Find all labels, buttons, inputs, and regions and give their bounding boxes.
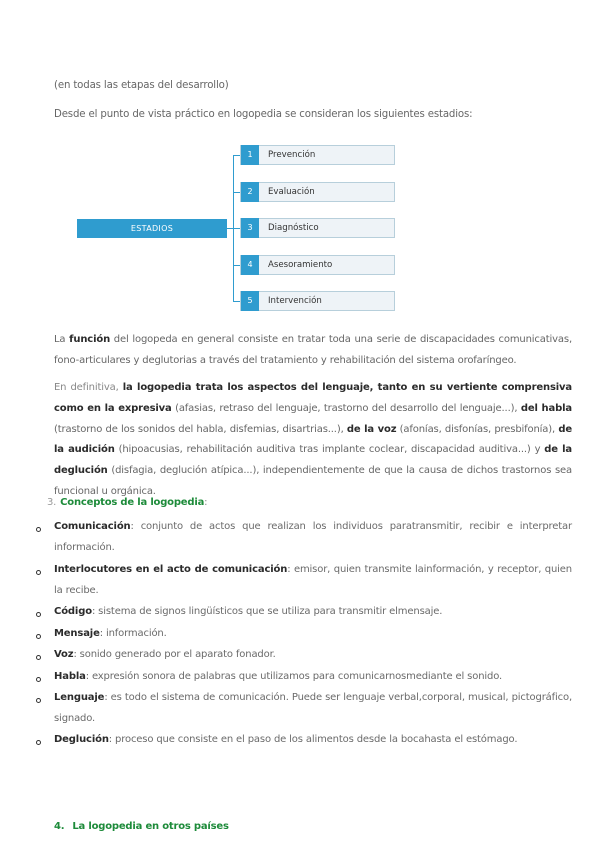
- text-run: La: [54, 334, 70, 345]
- intro-line: (en todas las etapas del desarrollo): [54, 80, 229, 91]
- concept-definition: : expresión sonora de palabras que utilizamos para comunicarnosmediante el sonido.: [85, 671, 503, 682]
- list-item: [54, 730, 572, 751]
- stage-number: 3: [241, 218, 259, 238]
- section-colon: :: [204, 497, 208, 508]
- bullet-icon: [36, 527, 41, 532]
- bullet-icon: [36, 612, 41, 617]
- list-item: [54, 560, 572, 601]
- section-number: 3.: [47, 497, 57, 508]
- bullet-icon: [36, 655, 41, 660]
- concept-term: Código: [54, 606, 92, 617]
- stage-number: 4: [241, 255, 259, 275]
- list-item: [54, 667, 572, 688]
- stage-box: [240, 182, 395, 202]
- concept-definition: : proceso que consiste en el paso de los alimentos desde la bocahasta el estómago.: [108, 734, 518, 745]
- bullet-icon: [36, 570, 41, 575]
- bullet-icon: [36, 740, 41, 745]
- connector-branch-4: [233, 265, 240, 266]
- stage-label: Intervención: [268, 296, 322, 306]
- concept-term: Mensaje: [54, 628, 100, 639]
- text-run: (afonías, disfonías, presbifonía),: [396, 423, 559, 435]
- connector-branch-1: [233, 155, 240, 156]
- concept-term: Comunicación: [54, 521, 131, 532]
- list-item: [54, 624, 572, 645]
- concept-term: Voz: [54, 649, 74, 660]
- concept-definition: : emisor, quien transmite lainformación, y receptor, quien la recibe.: [54, 564, 572, 596]
- bold-term: de la voz: [346, 423, 397, 435]
- text-run: (trastorno de los sonidos del habla, disfemias, disartrias...),: [54, 423, 347, 435]
- bold-term: la logopedia trata los aspectos del lenguaje, tanto en su vertiente comprensiva como en la expresiva: [54, 382, 572, 414]
- list-item: [54, 645, 572, 666]
- concept-definition: : sonido generado por el aparato fonador.: [73, 649, 276, 660]
- concept-term: Lenguaje: [54, 692, 105, 703]
- section-title: Conceptos de la logopedia: [60, 497, 205, 508]
- stage-label: Evaluación: [268, 187, 315, 197]
- text-run: (hipoacusias, rehabilitación auditiva tras implante coclear, discapacidad auditiva...) y: [114, 444, 545, 456]
- concept-definition: : es todo el sistema de comunicación. Puede ser lenguaje verbal,corporal, musical, pictográfico, signado.: [54, 692, 572, 724]
- connector-branch-3: [233, 228, 240, 229]
- bullet-icon: [36, 634, 41, 639]
- stage-number: 1: [241, 145, 259, 165]
- connector-branch-5: [233, 301, 240, 302]
- stage-box: [240, 255, 395, 275]
- function-paragraph: [54, 330, 572, 372]
- section-number: 4.: [54, 821, 65, 832]
- section-heading: [47, 497, 207, 508]
- stage-box: [240, 145, 395, 165]
- text-run: (afasias, retraso del lenguaje, trastorno del desarrollo del lenguaje...),: [171, 402, 521, 414]
- stage-number: 5: [241, 291, 259, 311]
- text-run: (disfagia, deglución atípica...), independientemente de que la causa de dichos trastornos sea funcional u orgánica.: [54, 465, 572, 497]
- text-run: del logopeda en general consiste en tratar toda una serie de discapacidades comunicativas, fono-articulares y deglutorias a través del tratamiento y rehabilitación del sistema orofaríngeo.: [54, 334, 572, 366]
- stage-label: Diagnóstico: [268, 223, 319, 233]
- intro-statement: Desde el punto de vista práctico en logopedia se consideran los siguientes estadios:: [54, 109, 473, 120]
- list-item: [54, 517, 572, 558]
- concept-term: Deglución: [54, 734, 109, 745]
- diagram-root: ESTADIOS: [77, 219, 227, 238]
- bold-term: de la audición: [54, 423, 572, 456]
- list-item: [54, 602, 572, 623]
- concept-definition: : sistema de signos lingüísticos que se utiliza para transmitir elmensaje.: [91, 606, 443, 617]
- stage-label: Prevención: [268, 150, 316, 160]
- bullet-icon: [36, 698, 41, 703]
- stage-label: Asesoramiento: [268, 260, 333, 270]
- concept-definition: : conjunto de actos que realizan los individuos paratransmitir, recibir e interpretar información.: [54, 521, 572, 553]
- bold-term: del habla: [520, 402, 572, 414]
- stage-box: [240, 291, 395, 311]
- bullet-icon: [36, 677, 41, 682]
- text-run: En definitiva,: [54, 382, 123, 393]
- section-heading: [54, 821, 229, 832]
- concept-term: Habla: [54, 671, 86, 682]
- list-item: [54, 688, 572, 729]
- concept-definition: : información.: [99, 628, 167, 639]
- concept-term: Interlocutores en el acto de comunicación: [54, 564, 288, 575]
- stage-number: 2: [241, 182, 259, 202]
- section-title: La logopedia en otros países: [72, 821, 229, 832]
- bold-term: función: [69, 334, 111, 345]
- stage-box: [240, 218, 395, 238]
- summary-paragraph: [54, 378, 572, 503]
- bold-term: de la deglución: [54, 444, 572, 477]
- connector-branch-2: [233, 192, 240, 193]
